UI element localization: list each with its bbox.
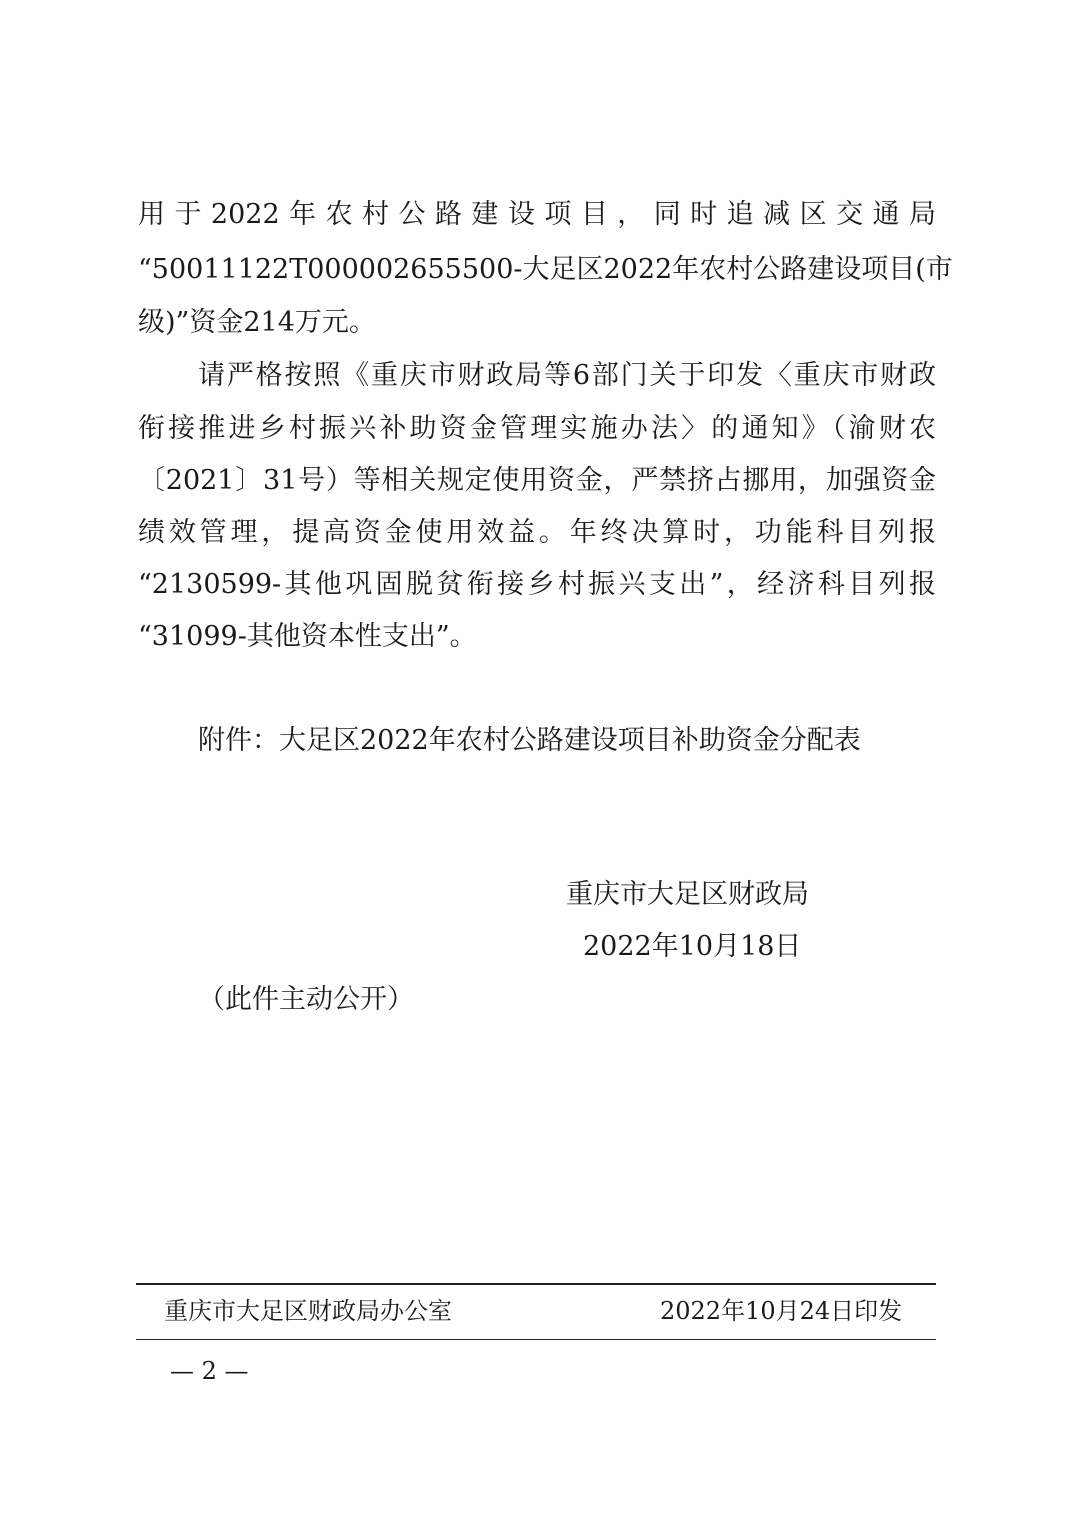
disclosure-note: （此件主动公开） [198,984,414,1015]
body-line: “50011122T000002655500-大足区2022年农村公路建设项目(市 [138,254,953,285]
signature-org: 重庆市大足区财政局 [566,879,809,910]
body-line: 衔接推进乡村振兴补助资金管理实施办法〉的通知》（渝财农 [138,413,936,444]
body-line: 用于2022年农村公路建设项目，同时追减区交通局 [138,199,936,230]
signature-date: 2022年10月18日 [583,931,802,962]
body-line: 绩效管理，提高资金使用效益。年终决算时，功能科目列报 [138,517,936,548]
body-line: 级)”资金214万元。 [138,307,376,338]
attachment-line: 附件：大足区2022年农村公路建设项目补助资金分配表 [198,725,861,756]
page-number: — 2 — [170,1357,249,1385]
body-line: “31099-其他资本性支出”。 [138,621,477,652]
body-line: 请严格按照《重庆市财政局等6部门关于印发〈重庆市财政 [198,360,936,391]
footer-office: 重庆市大足区财政局办公室 [164,1297,452,1325]
footer-bottom-rule [136,1339,936,1340]
footer-top-rule [136,1283,936,1285]
body-line: “2130599-其他巩固脱贫衔接乡村振兴支出”，经济科目列报 [138,569,936,600]
body-line: 〔2021〕31号）等相关规定使用资金，严禁挤占挪用，加强资金 [138,465,936,496]
footer-print-date: 2022年10月24日印发 [660,1297,903,1325]
